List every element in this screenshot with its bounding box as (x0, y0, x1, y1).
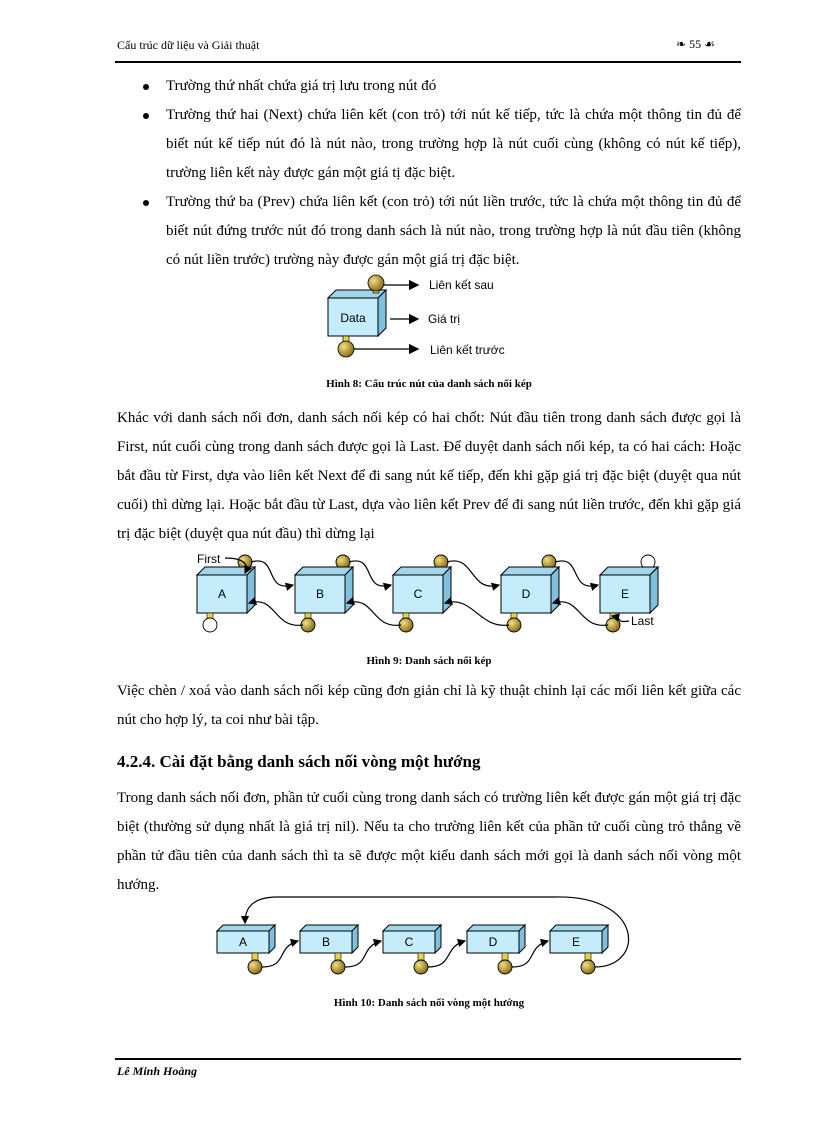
node-label: A (217, 587, 227, 601)
page-number: 55 (689, 37, 702, 51)
figure-10-circular-list (205, 895, 645, 990)
list-node (217, 925, 275, 953)
bullet-item: Trường thứ nhất chứa giá trị lưu trong nút đó (117, 72, 741, 101)
node-top-face (467, 925, 525, 931)
next-link-arrow (555, 561, 598, 586)
figure-9-doubly-linked-list (185, 545, 675, 640)
node-label: B (321, 935, 331, 949)
running-header-title: Cấu trúc dữ liệu và Giải thuật (117, 38, 260, 52)
data-label: Data (340, 311, 366, 325)
link-ball-icon (498, 960, 512, 974)
node-label: D (488, 935, 498, 949)
node-label: C (413, 587, 423, 601)
node-top-face (300, 925, 358, 931)
link-ball-icon (248, 960, 262, 974)
next-link-arrow (349, 561, 391, 586)
prev-link-arrow (445, 602, 509, 626)
value-label: Giá trị (428, 312, 461, 326)
bullet-dot-icon (143, 200, 149, 206)
right-ornament-icon: ☙ (704, 37, 715, 51)
next-ball-icon (368, 275, 384, 291)
link-ball-icon (606, 618, 620, 632)
bullet-item: Trường thứ ba (Prev) chứa liên kết (con trỏ) tới nút liền trước, tức là chứa một thông tin đủ để biết nút đứng trước nút đó trong danh sách là nút nào, trong trường hợp là nút đầu tiên (không có nút liền trước) trường này được gán một giá trị đặc biệt. (117, 188, 741, 275)
figure-10-caption: Hình 10: Danh sách nối vòng một hướng (333, 997, 525, 1009)
header-rule (115, 61, 741, 63)
node-top-face (383, 925, 441, 931)
next-link-arrow (251, 561, 293, 586)
node-top-face (501, 567, 559, 575)
node-label: E (571, 935, 581, 949)
list-node (383, 925, 441, 953)
prev-ball-icon (338, 341, 354, 357)
bullet-item: Trường thứ hai (Next) chứa liên kết (con trỏ) tới nút kế tiếp, tức là chứa một thông tin đủ để biết nút kế tiếp nút đó là nút nào, trong trường hợp là nút cuối cùng (không có nút kế tiếp), trường liên kết này được gán một giá tị đặc biệt. (117, 101, 741, 188)
page-number-block (676, 37, 715, 52)
node-label: D (521, 587, 531, 601)
node-top-face (295, 567, 353, 575)
node-top-face (217, 925, 275, 931)
list-node (550, 925, 608, 953)
paragraph-circular-list: Trong danh sách nối đơn, phần tử cuối cùng trong danh sách có trường liên kết được gán một giá trị đặc biệt (thường sử dụng nhất là giá trị nil). Nếu ta cho trường liên kết của phần tử cuối cùng trỏ thẳng về phần tử đầu tiên của danh sách thì ta sẽ được một kiểu danh sách mới gọi là danh sách nối vòng một hướng. (117, 790, 741, 893)
list-node (197, 567, 255, 613)
link-ball-icon (331, 960, 345, 974)
node-label: A (238, 935, 248, 949)
bullet-list (117, 72, 741, 275)
node-side-face (443, 567, 451, 613)
list-node (393, 567, 451, 613)
node-side-face (551, 567, 559, 613)
footer-rule (115, 1058, 741, 1060)
list-node (501, 567, 559, 613)
node-top-face (393, 567, 451, 575)
bullet-dot-icon (143, 84, 149, 90)
node-side-face (650, 567, 658, 613)
link-ball-icon (581, 960, 595, 974)
section-heading: 4.2.4. Cài đặt bằng danh sách nối vòng một hướng (117, 752, 481, 771)
node-side-face (247, 567, 255, 613)
paragraph-doubly-linked: Khác với danh sách nối đơn, danh sách nối kép có hai chốt: Nút đầu tiên trong danh sách được gọi là First, nút cuối cùng trong danh sách được gọi là Last. Để duyệt danh sách nối kép, ta có hai cách: Hoặc bắt đầu từ First, dựa vào liên kết Next để đi sang nút kế tiếp, đến khi gặp giá trị đặc biệt (duyệt qua nút cuối) thì dừng lại. Hoặc bắt đầu từ Last, dựa vào liên kết Prev để đi sang nút liền trước, đến khi gặp giá trị đặc biệt (duyệt qua nút đầu) thì dừng lại (117, 410, 741, 542)
list-node (600, 567, 658, 613)
link-ball-icon (414, 960, 428, 974)
paragraph-insert-delete: Việc chèn / xoá vào danh sách nối kép cũng đơn giản chỉ là kỹ thuật chỉnh lại các mối liên kết giữa các nút cho hợp lý, ta coi như bài tập. (117, 683, 741, 728)
figure-8-caption: Hình 8: Cấu trúc nút của danh sách nối kép (326, 378, 532, 390)
figure-9-caption: Hình 9: Danh sách nối kép (366, 655, 492, 667)
link-ball-icon (507, 618, 521, 632)
link-ball-icon (399, 618, 413, 632)
left-ornament-icon: ❧ (676, 37, 687, 51)
link-ball-icon (301, 618, 315, 632)
bullet-dot-icon (143, 113, 149, 119)
null-link-icon (203, 618, 217, 632)
data-node (328, 290, 386, 336)
next-link-arrow (447, 561, 499, 586)
node-side-face (345, 567, 353, 613)
list-node (467, 925, 525, 953)
first-label: First (197, 552, 221, 566)
list-node (295, 567, 353, 613)
node-label: C (404, 935, 414, 949)
prev-link-label: Liên kết trước (430, 343, 505, 357)
node-label: E (620, 587, 630, 601)
list-node (300, 925, 358, 953)
node-top-face (550, 925, 608, 931)
last-label: Last (631, 614, 654, 628)
node-label: B (315, 587, 325, 601)
figure-8-node-structure (300, 268, 560, 368)
node-top-face (600, 567, 658, 575)
next-link-label: Liên kết sau (429, 278, 494, 292)
footer-author: Lê Minh Hoàng (117, 1064, 198, 1078)
